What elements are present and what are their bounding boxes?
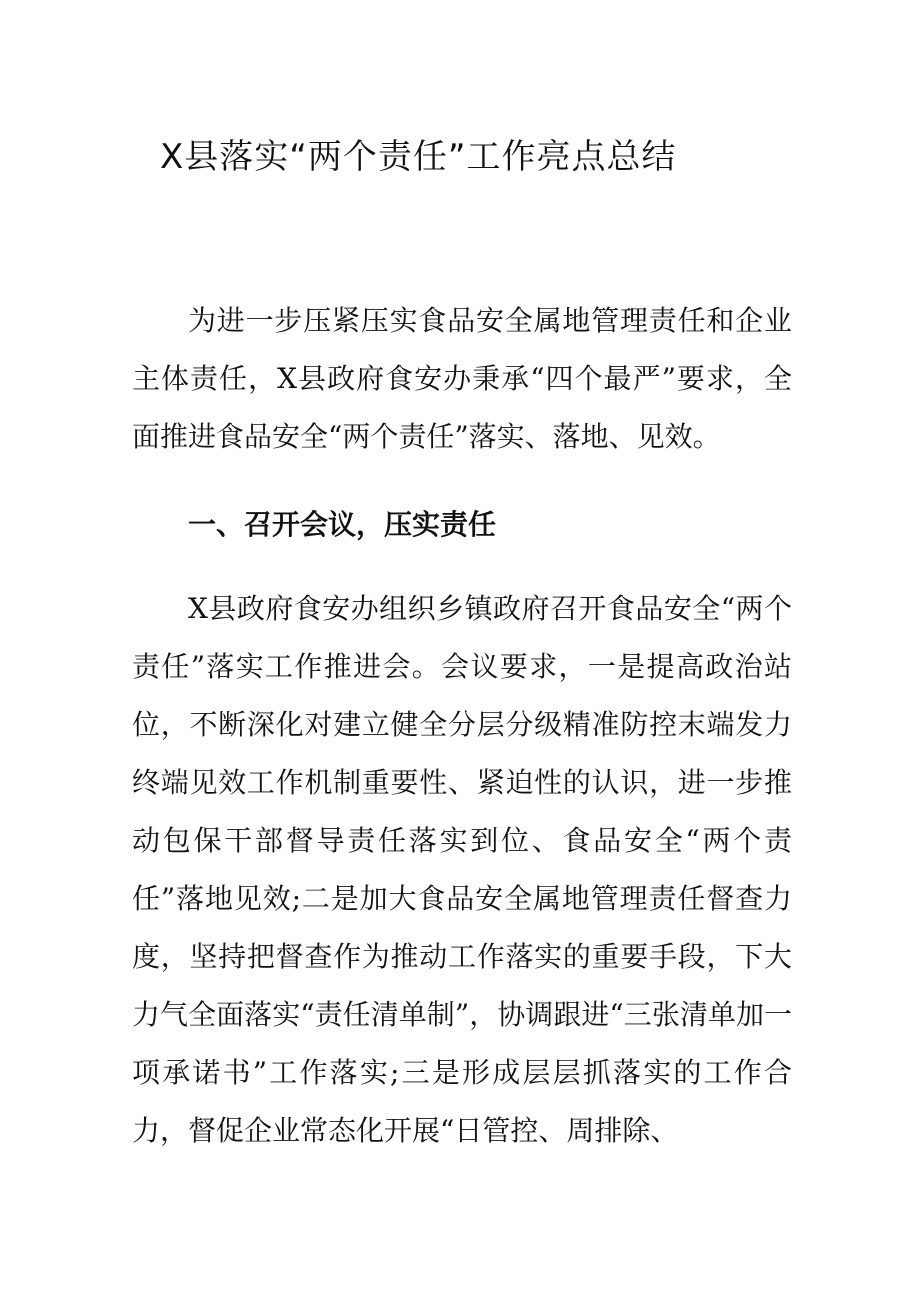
section-heading-1: 一、召开会议，压实责任	[188, 508, 497, 541]
document-title: X县落实“两个责任”工作亮点总结	[160, 137, 677, 177]
section-1-paragraph: X县政府食安办组织乡镇政府召开食品安全“两个责任”落实工作推进会。会议要求，一是提高政治站位，不断深化对建立健全分层分级精准防控末端发力终端见效工作机制重要性、紧迫性的认识，进一步推动包保干部督导责任落实到位、食品安全“两个责任”落地见效;二是加大食品安全属地管理责任督查力度，坚持把督查作为推动工作落实的重要手段，下大力气全面落实“责任清单制”，协调跟进“三张清单加一项承诺书”工作落实;三是形成层层抓落实的工作合力，督促企业常态化开展“日管控、周排除、	[132, 592, 792, 1147]
intro-paragraph: 为进一步压紧压实食品安全属地管理责任和企业主体责任，X县政府食安办秉承“四个最严”要求，全面推进食品安全“两个责任”落实、落地、见效。	[132, 304, 792, 453]
